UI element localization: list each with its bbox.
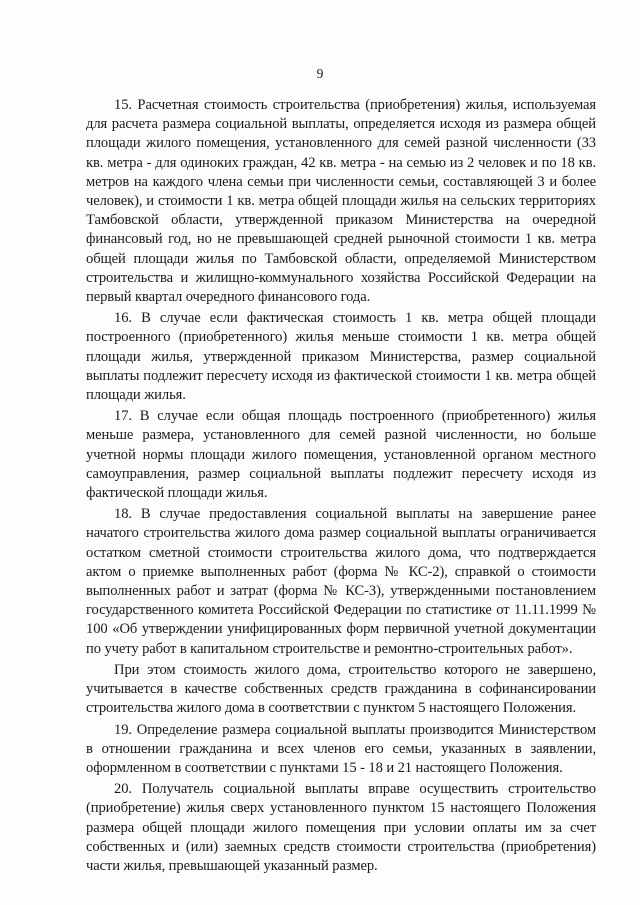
paragraph-17: 17. В случае если общая площадь построенного (приобретенного) жилья меньше размера, установленного для семей разной численности, но больше учетной нормы площади жилого помещения, установленной органом местного самоуправления, размер социальной выплаты подлежит пересчету исходя из фактической площади жилья. [86,408,596,502]
paragraph-18-continuation: При этом стоимость жилого дома, строительство которого не завершено, учитывается в качестве собственных средств гражданина в софинансировании строительства жилого дома в соответствии с пунктом 5 настоящего Положения. [86,661,596,717]
page-number: 9 [316,66,324,81]
paragraph-20: 20. Получатель социальной выплаты вправе осуществить строительство (приобретение) жилья сверх установленного пунктом 15 настоящего Положения размера общей площади жилого помещения при условии оплаты им за счет собственных и (или) заемных средств стоимости строительства (приобретения) части жилья, превышающей указанный размер. [86,781,596,874]
paragraph-18: 18. В случае предоставления социальной выплаты на завершение ранее начатого строительства жилого дома размер социальной выплаты ограничивается остатком сметной стоимости строительства жилого дома, что подтверждается актом о приемке выполненных работ (форма № КС-2), справкой о стоимости выполненных работ и затрат (форма № КС-3), утвержденными постановлением государственного комитета Российской Федерации по статистике от 11.11.1999 № 100 «Об утверждении унифицированных форм первичной учетной документации по учету работ в капитальном строительстве и ремонтно-строительных работ». [86,506,596,657]
paragraph-19: 19. Определение размера социальной выплаты производится Министерством в отношении гражданина и всех членов его семьи, указанных в заявлении, оформленном в соответствии с пунктами 15 - 18 и 21 настоящего Положения. [86,721,596,776]
paragraph-16: 16. В случае если фактическая стоимость 1 кв. метра общей площади построенного (приобретенного) жилья меньше стоимости 1 кв. метра общей площади жилья, утвержденной приказом Министерства, размер социальной выплаты подлежит пересчету исходя из фактической стоимости 1 кв. метра общей площади жилья. [86,310,596,404]
paragraph-15: 15. Расчетная стоимость строительства (приобретения) жилья, используемая для расчета размера социальной выплаты, определяется исходя из размера общей площади жилого помещения, установленного для семей разной численности (33 кв. метра - для одиноких граждан, 42 кв. метра - на семью из 2 человек и по 18 кв. метров на каждого члена семьи при численности семьи, составляющей 3 и более человек), и стоимости 1 кв. метра общей площади жилья на сельских территориях Тамбовской области, утвержденной приказом Министерства на очередной финансовый год, но не превышающей средней рыночной стоимости 1 кв. метра общей площади жилья по Тамбовской области, определяемой Министерством строительства и жилищно-коммунального хозяйства Российской Федерации на первый квартал очередного финансового года. [86,97,596,306]
document-body [86,96,596,876]
